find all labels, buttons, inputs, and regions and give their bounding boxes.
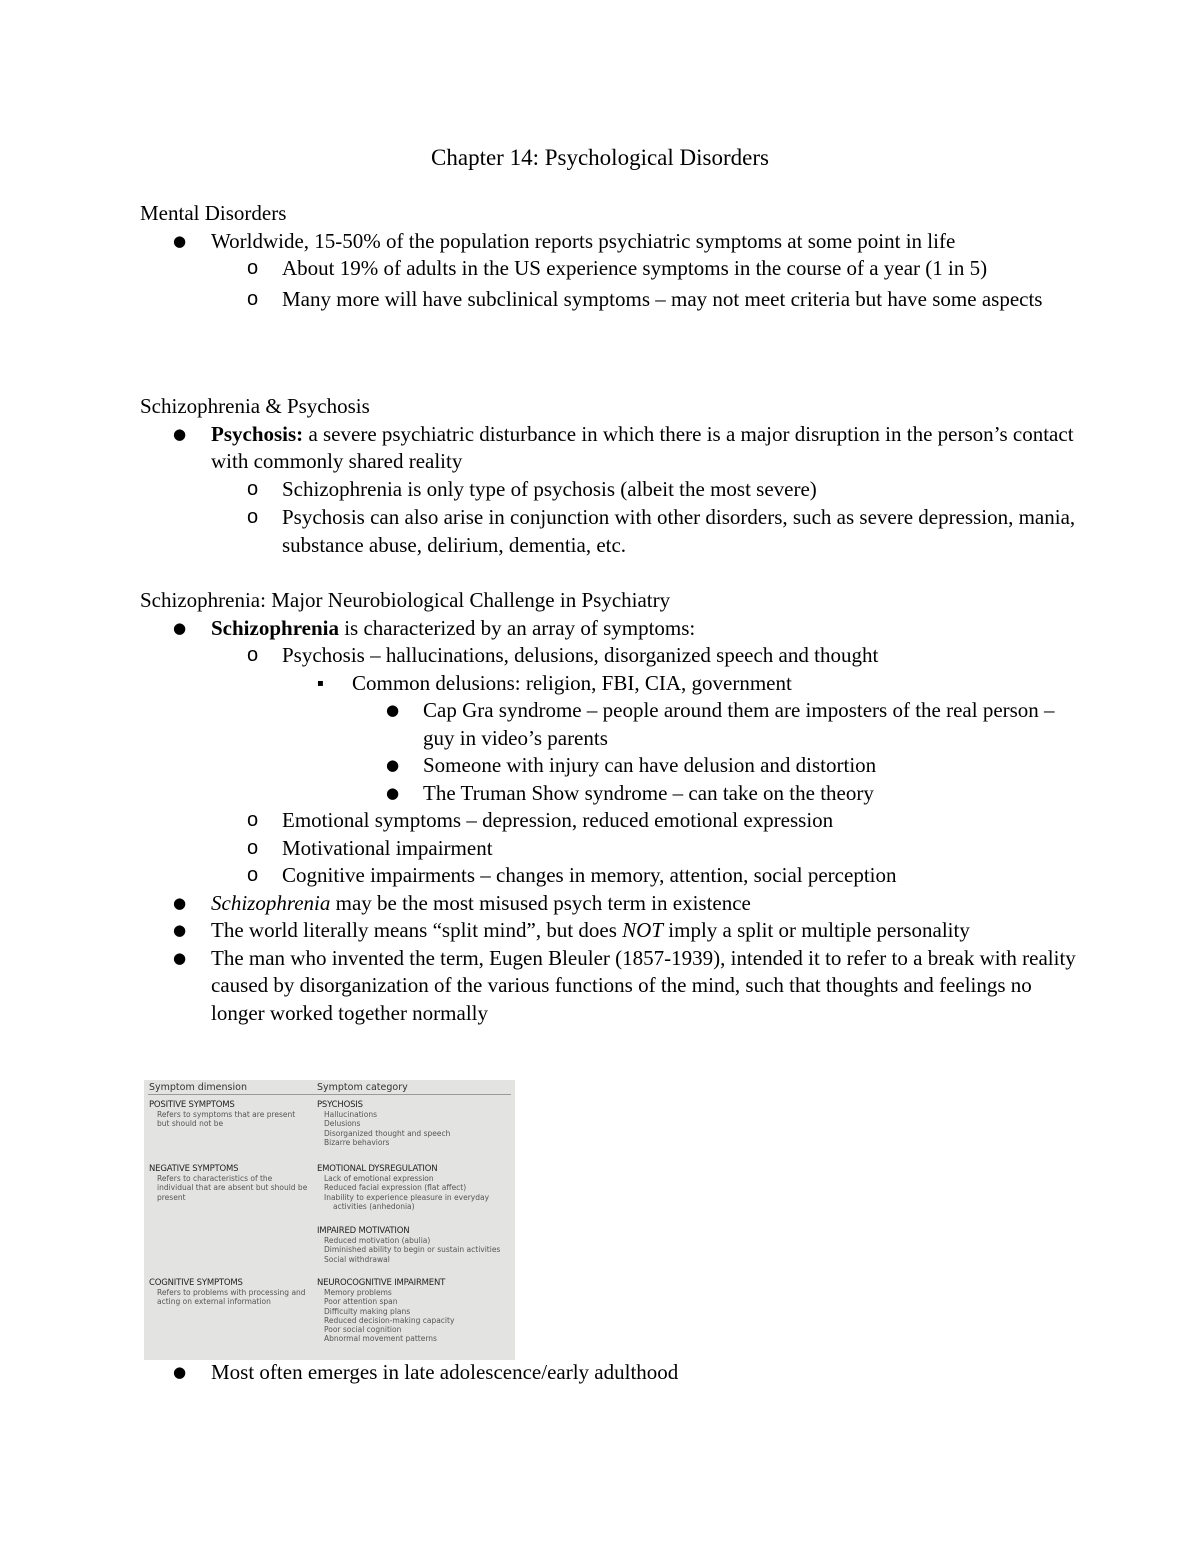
section-heading: Schizophrenia & Psychosis — [140, 394, 370, 418]
list-item: ● The Truman Show syndrome – can take on the theory — [140, 780, 1080, 808]
list-item: ● Cap Gra syndrome – people around them are imposters of the real person – guy in video’s parents — [386, 698, 1055, 750]
column-header: Symptom category — [317, 1082, 408, 1093]
symptom-category: EMOTIONAL DYSREGULATION Lack of emotional expression Reduced facial expression (flat affect) Inability to experience pleasure in everyday activities (anhedonia) — [317, 1164, 490, 1211]
section-mental-disorders — [140, 200, 1080, 313]
list-item: o About 19% of adults in the US experience symptoms in the course of a year (1 in 5) — [140, 255, 1080, 283]
section-schizophrenia-psychosis — [140, 393, 1080, 559]
circle-bullet-icon: o — [247, 287, 259, 310]
list-item: o Many more will have subclinical symptoms – may not meet criteria but have some aspects — [140, 286, 1080, 314]
list-item: ● Worldwide, 15-50% of the population reports psychiatric symptoms at some point in life — [140, 228, 1080, 256]
list-item: ● The world literally means “split mind”, but does NOT imply a split or multiple personality — [140, 917, 1080, 945]
circle-bullet-icon: o — [247, 809, 259, 831]
disc-bullet-icon: ● — [386, 756, 400, 774]
disc-bullet-icon: ● — [173, 231, 187, 250]
divider — [148, 1094, 511, 1095]
bullet-list — [140, 421, 1080, 560]
symptom-table-figure — [144, 1080, 515, 1360]
bullet-list — [140, 228, 1080, 314]
circle-bullet-icon: o — [247, 644, 259, 666]
disc-bullet-icon: ● — [386, 701, 400, 719]
page-title: Chapter 14: Psychological Disorders — [431, 145, 769, 170]
disc-bullet-icon: ● — [173, 921, 187, 939]
term-schizophrenia: Schizophrenia — [211, 615, 339, 640]
square-bullet-icon: ▪ — [317, 677, 324, 689]
column-header: Symptom dimension — [149, 1082, 247, 1093]
section-onset — [140, 1359, 1080, 1387]
list-item: o Emotional symptoms – depression, reduced emotional expression — [140, 807, 1080, 835]
bullet-list — [140, 615, 1080, 1028]
term-psychosis: Psychosis: — [211, 421, 304, 446]
symptom-dimension: NEGATIVE SYMPTOMS Refers to characteristics of the individual that are absent but should be present — [149, 1164, 308, 1202]
symptom-dimension: COGNITIVE SYMPTOMS Refers to problems with processing and acting on external information — [149, 1278, 306, 1307]
list-item: ▪ Common delusions: religion, FBI, CIA, government — [140, 670, 1080, 698]
list-item: o Motivational impairment — [140, 835, 1080, 863]
list-item: ● Someone with injury can have delusion and distortion — [140, 752, 1080, 780]
list-item: ● Psychosis: a severe psychiatric disturbance in which there is a major disruption in the person’s contact with commonly shared reality — [173, 421, 1074, 473]
symptom-dimension: POSITIVE SYMPTOMS Refers to symptoms that are present but should not be — [149, 1100, 296, 1129]
disc-bullet-icon: ● — [173, 893, 187, 912]
list-item: ● Schizophrenia is characterized by an array of symptoms: — [140, 615, 1080, 643]
circle-bullet-icon: o — [247, 836, 259, 859]
list-item: o Schizophrenia is only type of psychosis (albeit the most severe) — [140, 476, 1080, 504]
section-heading: Schizophrenia: Major Neurobiological Challenge in Psychiatry — [140, 588, 671, 612]
list-item: o Psychosis can also arise in conjunction with other disorders, such as severe depression, mania, substance abuse, delirium, dementia, etc. — [247, 505, 1076, 557]
list-item: ● The man who invented the term, Eugen Bleuler (1857-1939), intended it to refer to a break with reality caused by disorganization of the various functions of the mind, such that thoughts and feelings no longer worked together normally — [173, 945, 1076, 1025]
section-schizophrenia-challenge — [140, 587, 1080, 1027]
list-item: ● Most often emerges in late adolescence/early adulthood — [140, 1359, 1080, 1387]
circle-bullet-icon: o — [247, 864, 259, 886]
circle-bullet-icon: o — [247, 506, 259, 528]
circle-bullet-icon: o — [247, 257, 259, 279]
list-item: ● Schizophrenia may be the most misused psych term in existence — [140, 890, 1080, 918]
circle-bullet-icon: o — [247, 477, 259, 500]
symptom-category: IMPAIRED MOTIVATION Reduced motivation (abulia) Diminished ability to begin or sustain activities Social withdrawal — [317, 1226, 501, 1264]
disc-bullet-icon: ● — [173, 1363, 187, 1381]
disc-bullet-icon: ● — [173, 424, 187, 443]
list-item: o Psychosis – hallucinations, delusions, disorganized speech and thought — [140, 642, 1080, 670]
list-item: o Cognitive impairments – changes in memory, attention, social perception — [140, 862, 1080, 890]
disc-bullet-icon: ● — [173, 618, 187, 637]
bullet-list — [140, 1359, 1080, 1387]
section-heading: Mental Disorders — [140, 201, 287, 225]
disc-bullet-icon: ● — [386, 783, 400, 802]
symptom-category: NEUROCOGNITIVE IMPAIRMENT Memory problems Poor attention span Difficulty making plans Reduced decision-making capacity Poor social cognition Abnormal movement patterns — [317, 1278, 455, 1344]
symptom-category: PSYCHOSIS Hallucinations Delusions Disorganized thought and speech Bizarre behaviors — [317, 1100, 451, 1147]
disc-bullet-icon: ● — [173, 948, 187, 967]
term-schizophrenia-italic: Schizophrenia — [211, 890, 336, 915]
